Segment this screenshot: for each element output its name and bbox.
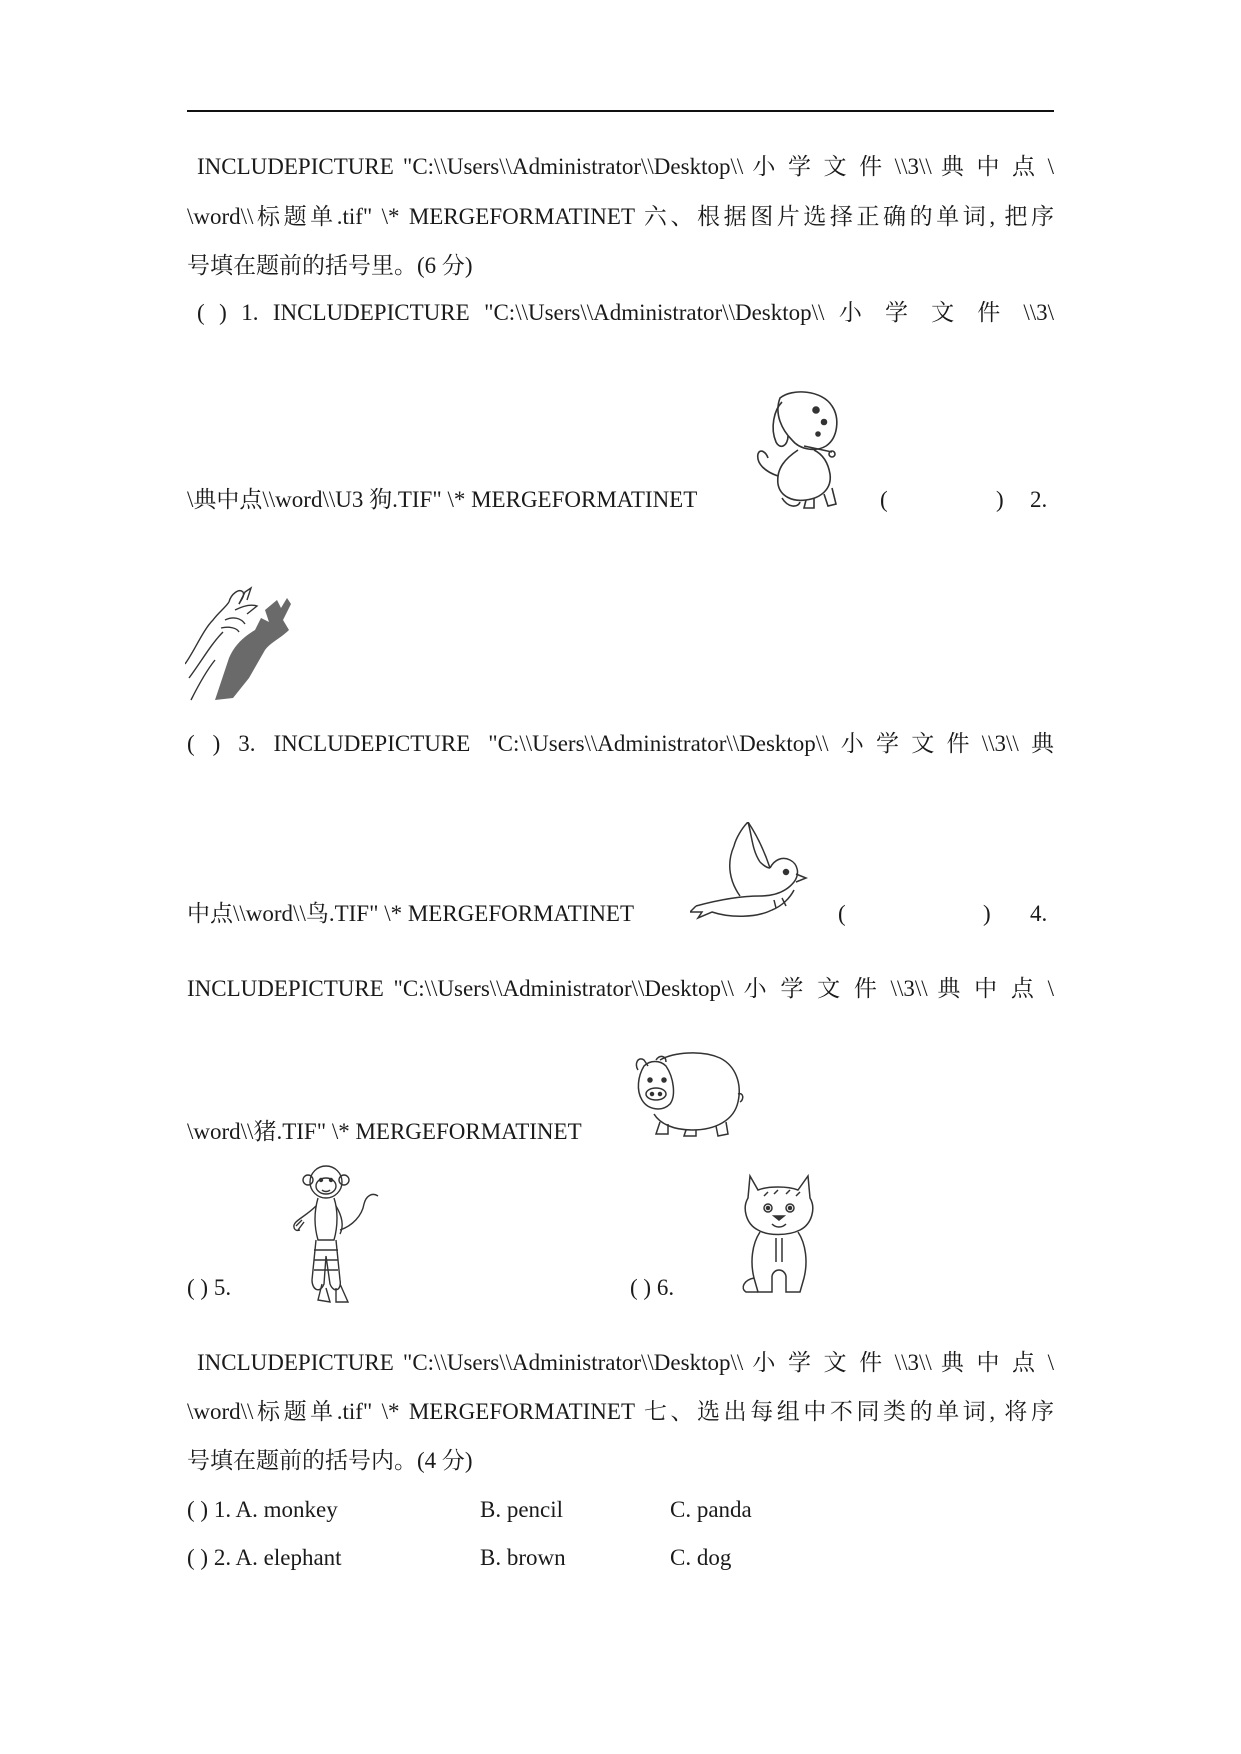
pig-picture xyxy=(630,1050,746,1138)
question-1-line: ( ) 1. INCLUDEPICTURE "C:\\Users\\Administrator\\Desktop\\ 小 学 文 件 \\3\ xyxy=(197,300,1054,325)
question-3-line: ( ) 3. INCLUDEPICTURE "C:\\Users\\Administrator\\Desktop\\小学文件\\3\\典 xyxy=(187,731,1054,756)
section7-row-2-option-c: C. dog xyxy=(670,1545,732,1570)
section7-row-2-prefix: ( ) 2. A. elephant xyxy=(187,1545,342,1570)
section7-heading-line3: 号填在题前的括号内。(4 分) xyxy=(187,1448,473,1473)
section7-row-1-option-c: C. panda xyxy=(670,1497,752,1522)
bird-picture xyxy=(690,822,810,922)
question-4-open-paren: ( xyxy=(838,901,846,926)
question-2-close-paren: ) xyxy=(996,487,1004,512)
section7-row-1-option-b: B. pencil xyxy=(480,1497,564,1522)
header-rule xyxy=(187,110,1054,112)
section7-row-2-option-b: B. brown xyxy=(480,1545,566,1570)
hand-rabbit-shadow-picture xyxy=(185,580,305,702)
section6-heading-line1: INCLUDEPICTURE "C:\\Users\\Administrator\\Desktop\\ 小 学 文 件 \\3\\ 典 中 点 \ xyxy=(197,154,1054,179)
question-4-close-paren: ) xyxy=(983,901,991,926)
section7-row-1-prefix: ( ) 1. A. monkey xyxy=(187,1497,338,1522)
cat-picture xyxy=(738,1172,828,1298)
question-1-continuation: \典中点\\word\\U3 狗.TIF" \* MERGEFORMATINET xyxy=(187,487,698,512)
question-5-line: ( ) 5. xyxy=(187,1275,232,1300)
section6-heading-line3: 号填在题前的括号里。(6 分) xyxy=(187,253,473,278)
question-4-continuation: \word\\猪.TIF" \* MERGEFORMATINET xyxy=(187,1119,582,1144)
question-3-continuation: 中点\\word\\鸟.TIF" \* MERGEFORMATINET xyxy=(187,901,635,926)
question-2-number: 2. xyxy=(1030,487,1048,512)
section7-heading-line1: INCLUDEPICTURE "C:\\Users\\Administrator\\Desktop\\ 小 学 文 件 \\3\\ 典 中 点 \ xyxy=(197,1350,1054,1375)
section7-heading-line2: \word\\标题单.tif" \* MERGEFORMATINET 七、选出每组中不同类的单词, 将序 xyxy=(187,1399,1054,1424)
question-4-number: 4. xyxy=(1030,901,1048,926)
question-2-open-paren: ( xyxy=(880,487,888,512)
question-6-line: ( ) 6. xyxy=(630,1275,675,1300)
section6-heading-line2: \word\\标题单.tif" \* MERGEFORMATINET 六、根据图片选择正确的单词, 把序 xyxy=(187,204,1054,229)
monkey-picture xyxy=(292,1160,384,1308)
question-4-line: INCLUDEPICTURE "C:\\Users\\Administrator\\Desktop\\ 小 学 文 件 \\3\\ 典 中 点 \ xyxy=(187,976,1054,1001)
dog-picture xyxy=(752,388,848,510)
